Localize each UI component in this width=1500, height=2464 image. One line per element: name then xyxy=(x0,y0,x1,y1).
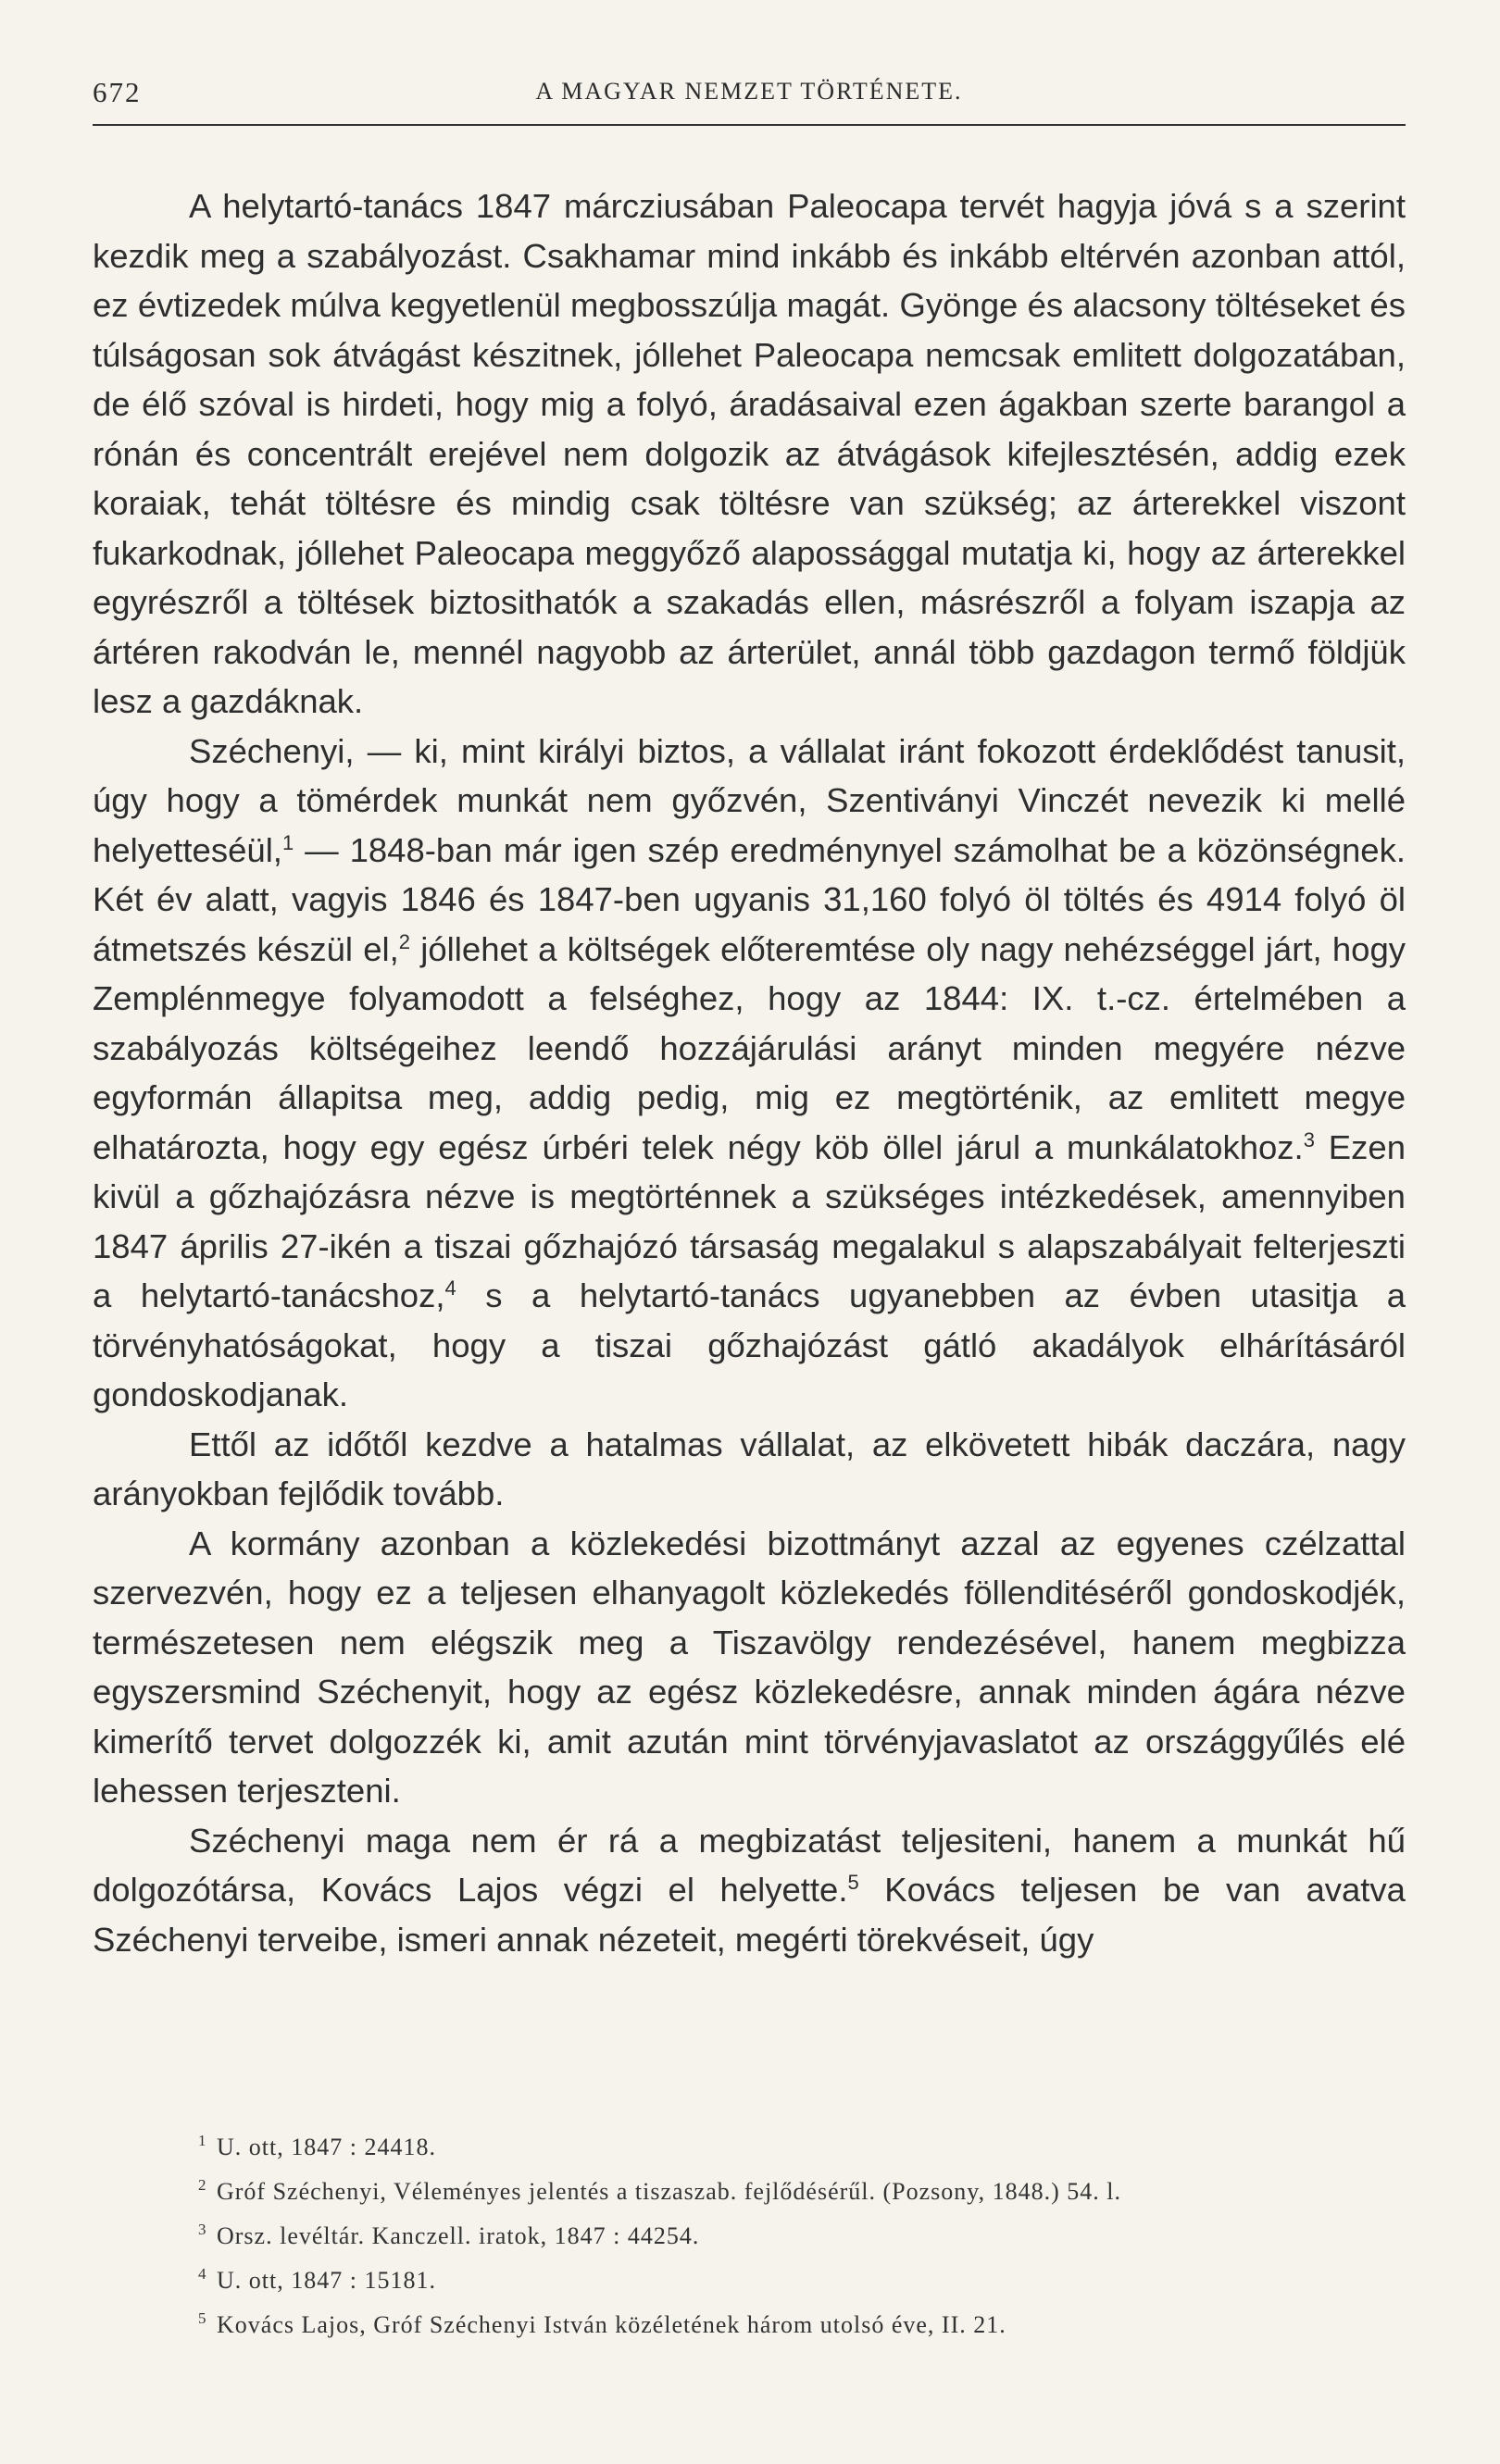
footnote-reference: 2 xyxy=(398,929,411,953)
footnote: 1 U. ott, 1847 : 24418. xyxy=(198,2132,436,2160)
footnote-text: U. ott, 1847 : 24418. xyxy=(217,2134,436,2160)
paragraph-text: — 1848-ban már igen szép eredménynyel számolhat be a közönségnek. Két év alatt, vagyis 1846 és 1847-ben ugyanis 31,160 folyó öl töltés és 4914 folyó öl átmetszés készül el, xyxy=(93,830,1406,968)
paragraph-text: A kormány azonban a közlekedési bizottmányt azzal az egyenes czélzattal szervezvén, hogy ez a teljesen elhanyagolt közlekedés föllenditéséről gondoskodjék, természetesen nem elégszik meg a Tiszavölgy rendezésével, hanem megbizza egyszersmind Széchenyit, hogy az egész közlekedésre, annak minden ágára nézve kimerítő tervet dolgozzék ki, amit azután mint törvényjavaslatot az országgyűlés elé lehessen terjeszteni. xyxy=(93,1524,1406,1810)
running-head xyxy=(93,76,1406,117)
running-title: A MAGYAR NEMZET TÖRTÉNETE. xyxy=(535,78,963,105)
paragraph-text: jóllehet a költségek előteremtése oly nagy nehézséggel járt, hogy Zemplénmegye folyamodott a felséghez, hogy az 1844: IX. t.-cz. értelmében a szabályozás költségeihez leendő hozzájárulási arányt minden megyére nézve egyformán állapitsa meg, addig pedig, mig ez megtörténik, az emlitett megye elhatározta, hogy egy egész úrbéri telek négy köb öllel járul a munkálatokhoz. xyxy=(93,929,1406,1166)
footnote-text: Gróf Széchenyi, Véleményes jelentés a tiszaszab. fejlődésérűl. (Pozsony, 1848.) 54. l. xyxy=(217,2178,1121,2205)
paragraph-text: Ettől az időtől kezdve a hatalmas vállalat, az elkövetett hibák daczára, nagy arányokban fejlődik tovább. xyxy=(93,1425,1406,1512)
paragraph xyxy=(93,1420,1406,1519)
page-number: 672 xyxy=(93,76,142,108)
paragraph-text: s a helytartó-tanács ugyanebben az évben utasitja a törvényhatóságokat, hogy a tiszai gőzhajózást gátló akadályok elhárításáról gondoskodjanak. xyxy=(93,1276,1406,1413)
footnote-reference: 1 xyxy=(281,830,294,854)
paragraph-text: A helytartó-tanács 1847 márcziusában Paleocapa tervét hagyja jóvá s a szerint kezdik meg a szabályozást. Csakhamar mind inkább és inkább eltérvén azonban attól, ez évtizedek múlva kegyetlenül megbosszúlja magát. Gyönge és alacsony töltéseket és túlságosan sok átvágást készitnek, jóllehet Paleocapa nemcsak emlitett dolgozatában, de élő szóval is hirdeti, hogy mig a folyó, áradásaival ezen ágakban szerte barangol a rónán és concentrált erejével nem dolgozik az átvágások kifejlesztésén, addig ezek koraiak, tehát töltésre és mindig csak töltésre van szükség; az árterekkel viszont fukarkodnak, jóllehet Paleocapa meggyőző alapossággal mutatja ki, hogy az árterekkel egyrészről a töltések biztosithatók a szakadás ellen, másrészről a folyam iszapja az ártéren rakodván le, mennél nagyobb az árterület, annál több gazdagon termő földjük lesz a gazdáknak. xyxy=(93,187,1406,720)
footnote-text: U. ott, 1847 : 15181. xyxy=(217,2267,436,2294)
paragraph-text: Széchenyi, — ki, mint királyi biztos, a vállalat iránt fokozott érdeklődést tanusit, úgy hogy a tömérdek munkát nem győzvén, Szentiványi Vinczét nevezik ki mellé helyetteséül, xyxy=(93,731,1406,869)
footnotes xyxy=(198,2125,1402,2347)
footnote-reference: 3 xyxy=(1303,1127,1315,1151)
paragraph-text: Széchenyi maga nem ér rá a megbizatást teljesiteni, hanem a munkát hű dolgozótársa, Kovács Lajos végzi el helyette. xyxy=(93,1821,1406,1909)
paragraph xyxy=(93,1816,1406,1965)
footnote: 5 Kovács Lajos, Gróf Széchenyi István közéletének három utolsó éve, II. 21. xyxy=(198,2309,1006,2338)
paragraph-text: Kovács teljesen be van avatva Széchenyi terveibe, ismeri annak nézeteit, megérti törekvéseit, úgy xyxy=(93,1871,1406,1959)
paragraph xyxy=(93,727,1406,1420)
footnote: 3 Orsz. levéltár. Kanczell. iratok, 1847 : 44254. xyxy=(198,2221,700,2249)
header-rule xyxy=(93,124,1406,126)
footnote-reference: 4 xyxy=(444,1276,456,1300)
footnote-text: Orsz. levéltár. Kanczell. iratok, 1847 : 44254. xyxy=(217,2222,700,2249)
paragraph xyxy=(93,1519,1406,1816)
paragraph xyxy=(93,181,1406,727)
paragraph-text: Ezen kivül a gőzhajózásra nézve is megtörténnek a szükséges intézkedések, amennyiben 1847 április 27-ikén a tiszai gőzhajózó társaság megalakul s alapszabályait felterjeszti a helytartó-tanácshoz, xyxy=(93,1127,1406,1314)
body-text xyxy=(93,181,1406,1964)
footnote: 2 Gróf Széchenyi, Véleményes jelentés a tiszaszab. fejlődésérűl. (Pozsony, 1848.) 54. l. xyxy=(198,2176,1121,2205)
footnote: 4 U. ott, 1847 : 15181. xyxy=(198,2265,436,2294)
footnote-reference: 5 xyxy=(847,1870,859,1894)
footnote-text: Kovács Lajos, Gróf Széchenyi István közéletének három utolsó éve, II. 21. xyxy=(217,2311,1006,2338)
